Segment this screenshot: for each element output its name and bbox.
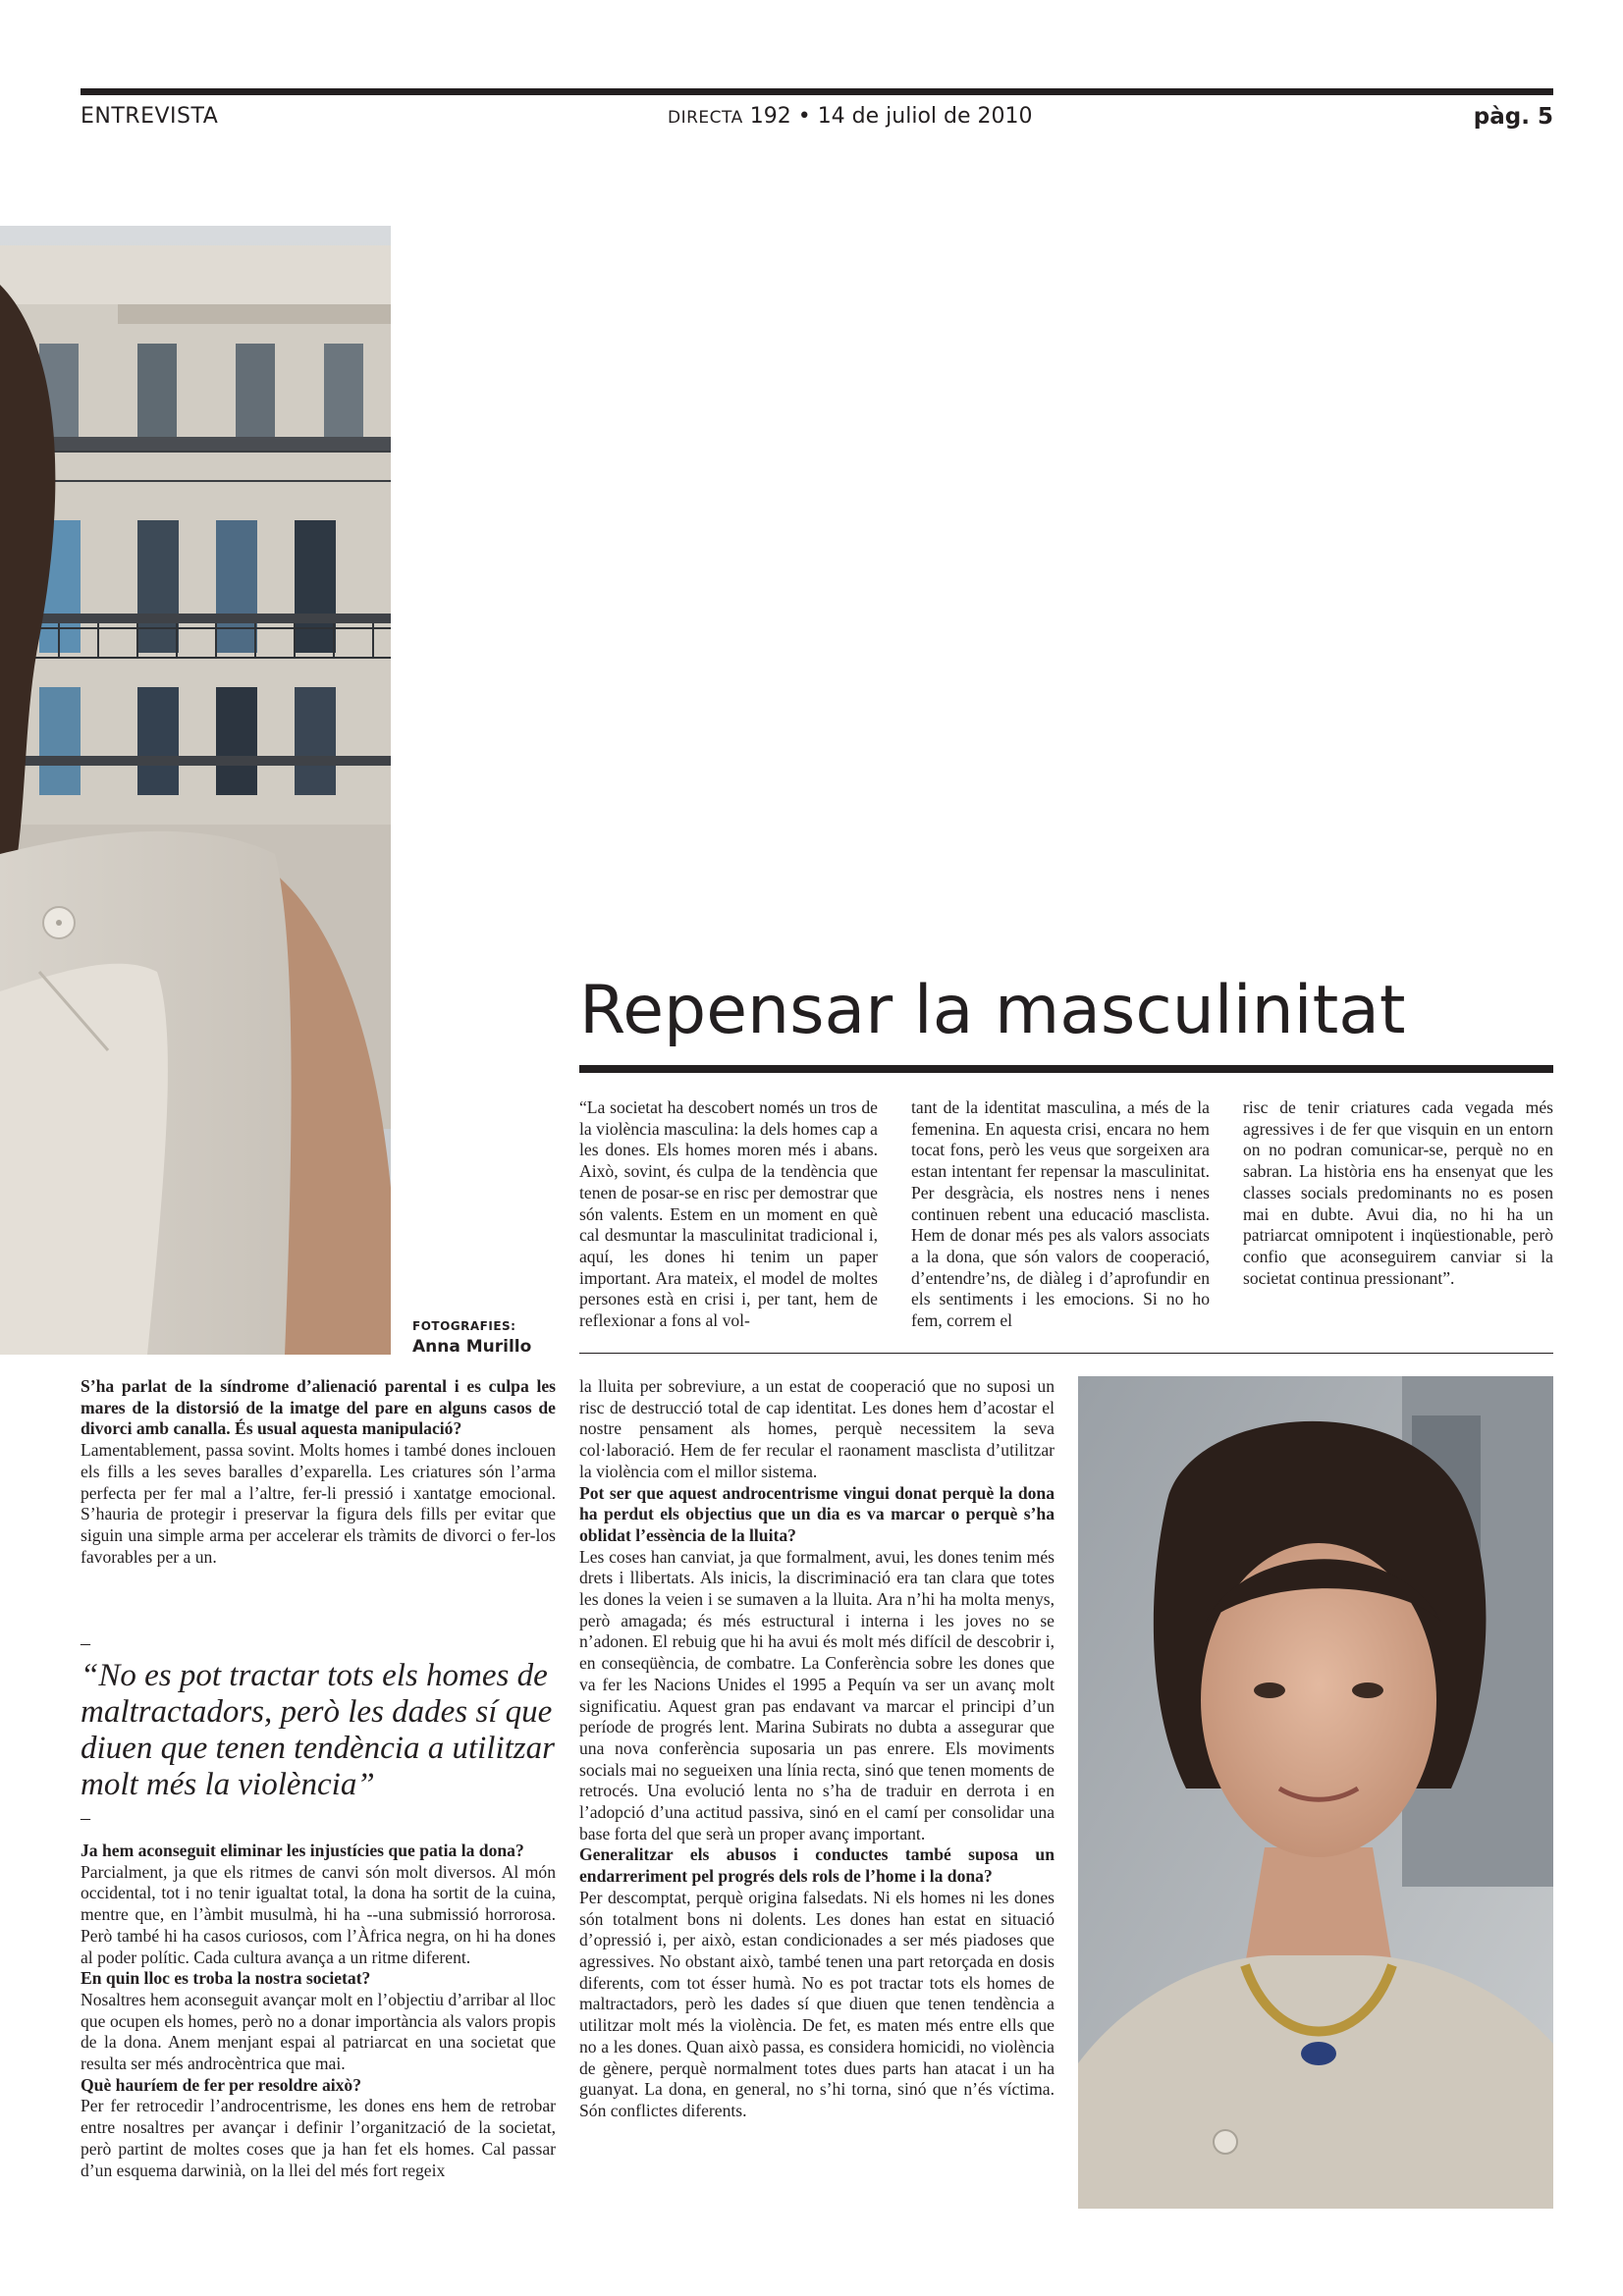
- question-5: Pot ser que aquest androcentrisme vingui donat perquè la dona ha perdut els objectius que un dia es va marcar o perquè s’ha oblidat l’essència de la lluita?: [579, 1482, 1055, 1545]
- body-column-2: [579, 1376, 1055, 2122]
- issue-date: 192 • 14 de juliol de 2010: [749, 104, 1033, 129]
- answer-4: Per fer retrocedir l’androcentrisme, les dones ens hem de retrobar entre nosaltres per avançar i definir l’organització de la societat, però partint de moltes coses que ja han fet els homes. Cal passar d’un esquema darwinià, on la llei del més fort regeix: [81, 2096, 556, 2180]
- photo-building-portrait: [0, 226, 391, 1355]
- pull-quote: [81, 1634, 556, 2181]
- lead-column-3: [1243, 1097, 1553, 1289]
- question-2: Ja hem aconseguit eliminar les injustícies que patia la dona?: [81, 1841, 524, 1860]
- answer-6: Per descomptat, perquè origina falsedats. Ni els homes ni les dones són totalment bons ni dolents. Les dones han estat en situació d’opressió i, per això, estan condicionades a ser més piadoses que agressives. No obstant això, també tenen una part retorçada en dosis diferents, com tot ésser humà. No es pot tractar tots els homes de maltractadors, però les dades sí que diuen que tenen tendència a utilitzar molt més la violència. De fet, es maten més entre ells que no a les dones. Quan això passa, es considera homicidi, no violència de gènere, perquè normalment totes dues parts han atacat i un ha guanyat. La dona, en general, no s’hi torna, sinó que n’és víctima. Són conflictes diferents.: [579, 1887, 1055, 2120]
- section-label: ENTREVISTA: [81, 104, 219, 129]
- pull-quote-dash-top: –: [81, 1632, 90, 1654]
- pull-quote-dash-bottom: –: [81, 1807, 90, 1829]
- question-4: Què hauríem de fer per resoldre això?: [81, 2074, 362, 2095]
- headline-rule: [579, 1065, 1553, 1073]
- photo-credit-name: Anna Murillo: [412, 1337, 532, 1357]
- lead-text-3: risc de tenir criatures cada vegada més agressives i de fer que visquin en un entorn on no podran comunicar-se, perquè no en sabran. La història ens ha ensenyat que les classes socials predominants no es posen mai en dubte. Avui dia, no hi ha un patriarcat omnipotent i inqüestionable, però confio que aconseguirem canviar si la societat continua pressionant”.: [1243, 1097, 1553, 1288]
- portrait-illustration: [1078, 1376, 1553, 2209]
- headline: Repensar la masculinitat: [579, 972, 1406, 1049]
- lead-text-1: “La societat ha descobert només un tros de la violència masculina: la dels homes cap a les dones. Els homes moren més i abans. Això, sovint, és culpa de la tendència que tenen de posar-se en risc per demostrar que són valents. Estem en un moment en què cal desmuntar la masculinitat tradicional i, aquí, les dones hi tenim un paper important. Ara mateix, el model de moltes persones està en crisi i, per tant, hem de reflexionar a fons al vol-: [579, 1097, 878, 1331]
- page-number: pàg. 5: [1473, 104, 1553, 130]
- photo-portrait: [1078, 1376, 1553, 2209]
- body-column-1-continued: [81, 1841, 556, 2181]
- lead-rule: [579, 1353, 1553, 1354]
- top-rule: [81, 88, 1553, 95]
- lead-column-1: [579, 1097, 878, 1332]
- answer-5: Les coses han canviat, ja que formalment, avui, les dones tenim més drets i llibertats. Als inicis, la discriminació era tan clara que totes les dones la veien i se sumaven a la lluita. Ara n’hi ha molta menys, però amagada; és més estructural i interna i les joves no se n’adonen. El rebuig que hi ha avui és molt més difícil de descobrir i, en conseqüència, de combatre. La Conferència sobre les dones que va fer les Nacions Unides el 1995 a Pequín va ser un avanç molt significatiu. Aquest gran pas endavant va marcar el principi d’un període de progrés lent. Marina Subirats no dubta a assegurar que una nova conferència suposaria un pas enrere. Els moviments socials mai no segueixen una línia recta, sinó que tenen moments de retrocés. Una evolució lenta no s’ha de traduir en derrota i en l’adopció d’una actitud passiva, sinó en el camí per consolidar una base forta del que serà un proper avanç important.: [579, 1546, 1055, 1843]
- question-1: S’ha parlat de la síndrome d’alienació parental i es culpa les mares de la distorsió de la imatge del pare en alguns casos de divorci amb canalla. És usual aquesta manipulació?: [81, 1376, 556, 1439]
- answer-2: Parcialment, ja que els ritmes de canvi són molt diversos. Al món occidental, tot i no tenir igualtat total, la dona ha sortit de la cuina, mentre que, en l’àmbit musulmà, hi ha --una submissió horrorosa. Però també hi ha casos curiosos, com l’Àfrica negra, on hi ha dones al poder polític. Cada cultura avança a un ritme diferent.: [81, 1861, 556, 1967]
- issue-info: [668, 104, 1033, 129]
- question-3: En quin lloc es troba la nostra societat?: [81, 1968, 371, 1989]
- publication-name: DIRECTA: [668, 108, 743, 128]
- lead-text-2: tant de la identitat masculina, a més de la femenina. En aquesta crisi, encara no hem tocat fons, però les veus que sorgeixen ara estan intentant fer repensar la masculinitat. Per desgràcia, els nostres nens i nenes continuen rebent una educació masclista. Hem de donar més pes als valors associats a la dona, que són valors de cooperació, d’entendre’ns, de diàleg i d’aprofundir en els sentiments i les emocions. Si no ho fem, correm el: [911, 1097, 1210, 1331]
- answer-1: Lamentablement, passa sovint. Molts homes i també dones inclouen els fills a les seves baralles d’exparella. Les criatures són l’arma perfecta per fer mal a l’altre, fer-li pressió i xantatge emocional. S’hauria de protegir i preservar la figura dels fills per evitar que siguin una simple arma per accelerar els tràmits de divorci o fer-los favorables per a un.: [81, 1440, 556, 1567]
- photo-credit-label: FOTOGRAFIES:: [412, 1319, 516, 1333]
- lead-column-2: [911, 1097, 1210, 1332]
- photo-building-illustration: [0, 226, 391, 1355]
- answer-4-continued: la lluita per sobreviure, a un estat de cooperació que no suposi un risc de destrucció total de cap identitat. Les dones hem d’acostar el nostre pensament als homes, perquè necessitem la seva col·laboració. Hem de fer recular el raonament masclista d’utilitzar la violència com el millor sistema.: [579, 1376, 1055, 1481]
- answer-3: Nosaltres hem aconseguit avançar molt en l’objectiu d’arribar al lloc que ocupen els homes, però no a donar importància als valors propis de la dona. Anem menjant espai al patriarcat en una societat que resulta ser més androcèntrica que mai.: [81, 1989, 556, 2074]
- body-column-1: [81, 1376, 556, 1568]
- pull-quote-text: “No es pot tractar tots els homes de maltractadors, però les dades sí que diuen que tenen tendència a utilitzar molt més la violència”: [81, 1658, 555, 1802]
- question-6: Generalitzar els abusos i conductes també suposa un endarreriment pel progrés dels rols de l’home i la dona?: [579, 1844, 1055, 1887]
